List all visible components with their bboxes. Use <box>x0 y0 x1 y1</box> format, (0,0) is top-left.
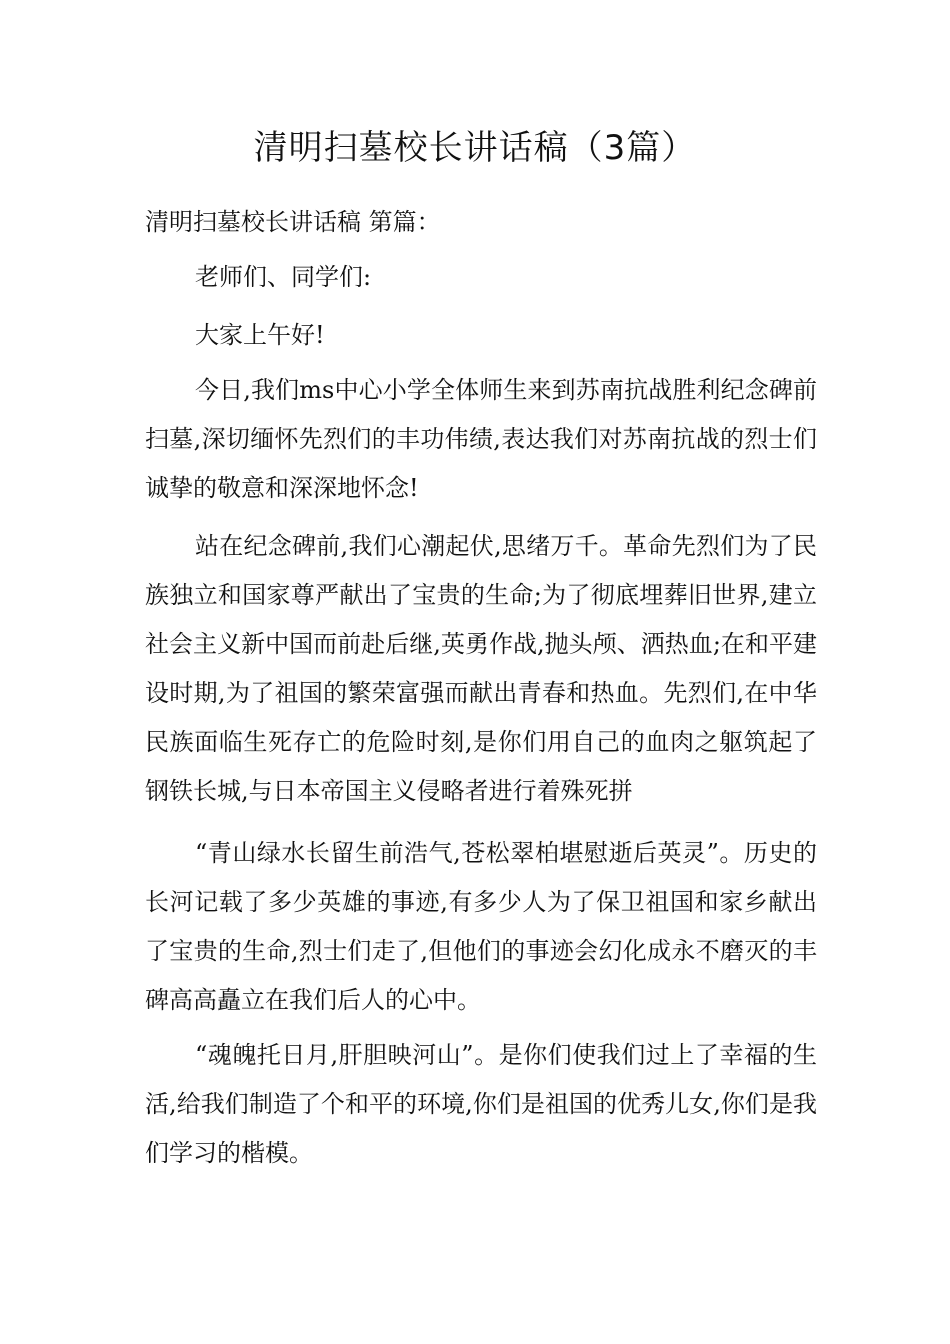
speech-subtitle: 清明扫墓校长讲话稿 第篇： <box>145 208 441 236</box>
document-body <box>145 200 817 1178</box>
paragraph: 站在纪念碑前,我们心潮起伏,思绪万千。革命先烈们为了民族独立和国家尊严献出了宝贵的生命;为了彻底埋葬旧世界,建立社会主义新中国而前赴后继,英勇作战,抛头颅、洒热血;在和平建设时期,为了祖国的繁荣富强而献出青春和热血。先烈们,在中华民族面临生死存亡的危险时刻,是你们用自己的血肉之躯筑起了钢铁长城,与日本帝国主义侵略者进行着殊死拼 <box>145 532 817 805</box>
paragraph: “魂魄托日月,肝胆映河山”。是你们使我们过上了幸福的生活,给我们制造了个和平的环境,你们是祖国的优秀儿女,你们是我们学习的楷模。 <box>145 1041 817 1167</box>
paragraph: “青山绿水长留生前浩气,苍松翠柏堪慰逝后英灵”。历史的长河记载了多少英雄的事迹,有多少人为了保卫祖国和家乡献出了宝贵的生命,烈士们走了,但他们的事迹会幻化成永不磨灭的丰碑高高矗立在我们后人的心中。 <box>145 839 817 1014</box>
document-title: 清明扫墓校长讲话稿（3篇） <box>253 128 697 168</box>
paragraph: 今日,我们ms中心小学全体师生来到苏南抗战胜利纪念碑前扫墓,深切缅怀先烈们的丰功伟绩,表达我们对苏南抗战的烈士们诚挚的敬意和深深地怀念! <box>145 376 817 502</box>
salutation-line: 大家上午好! <box>195 321 325 349</box>
greeting-line: 老师们、同学们: <box>195 263 372 291</box>
